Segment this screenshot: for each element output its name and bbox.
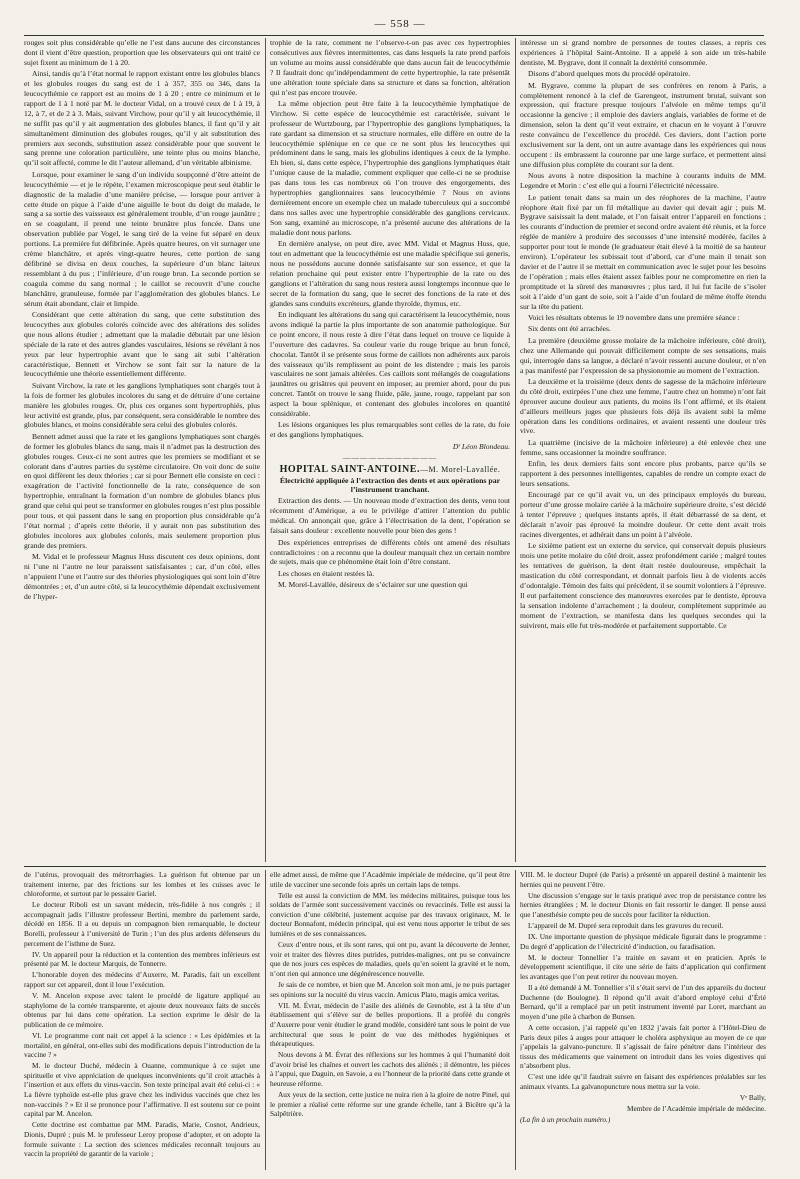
paragraph: En indiquant les altérations du sang qui caractérisent la leucocythémie, nous avons indiqué la partie la plus importante de son anatomie pathologique. Sur ce point encore, il nous reste à dire l’état dans lequel on trouve ce liquide à l’ouverture des cadavres. Sa couleur varie du rouge brique au brun foncé, chocolat. Tantôt il se présente sous forme de caillots non adhérents aux parois des vaisseaux qu’ils remplissent au point de les distendre ; mais les parois vasculaires ne sont jamais altérées. Ces caillots sont mélangés de coagulations jaunâtres ou grisâtres qui peuvent en imposer, au premier abord, pour du pus concret. Tantôt on trouve le sang fluide, pâle, jaune, rouge, rappelant par son aspect la boue splénique, et contenant des globules incolores en quantité considérable. [270,309,510,419]
page-number: — 558 — [374,18,426,30]
column-3 [520,38,766,862]
paragraph: La première (deuxième grosse molaire de la mâchoire inférieure, côté droit), chez une Allemande qui pouvait difficilement compte de ses sensations, mais qui, interrogée dans sa langue, a déclaré n’avoir ressenti aucune douleur, et n’en a pas manifesté par l’expression de sa physionomie au moment de l’extraction. [520,335,766,375]
paragraph: Ceux d’entre nous, et ils sont rares, qui ont pu, avant la découverte de Jenner, voir et traiter des fièvres dites putrides, putrides-malignes, ont pu se convaincre que de nos jours ces espèces de maladies, quels qu’en soient la gravité et le nom, n’ont rien qui annonce une dégénérescence nouvelle. [270,940,510,978]
bottom-column-2 [270,870,510,1170]
paragraph: Le patient tenait dans sa main un des réophores de la machine, l’autre réophore était fixé par un fil métallique au davier qui devait agir ; puis M. Bygrave saisissait la dent malade, et l’on faisait entrer l’appareil en fonctions ; les courants d’induction de premier et second ordre avaient été réunis, et la force réglée de manière à produire des secousses d’une intensité modérée, faciles à supporter pour tout le monde (le graduateur était élevé à la moitié de sa hauteur environ). L’opérateur les subissait tout d’abord, car d’une main il tenait son davier et de l’autre il se mettait en communication avec le sujet pour les besoins de l’opération ; mais elles étaient assez faibles pour ne compromettre en rien la promptitude et la sûreté des manœuvres ; plus tard, il lui fut facile de s’isoler soit à l’aide d’un gant de soie, soit à l’aide d’un foulard de même étoffe étendu sur la tête du patient. [520,192,766,311]
paragraph: La quatrième (incisive de la mâchoire inférieure) a été enlevée chez une femme, sans occasionner la moindre souffrance. [520,437,766,457]
hospital-title: HOPITAL SAINT-ANTOINE. [279,463,420,475]
paragraph: elle admet aussi, de même que l’Académie impériale de médecine, qu’il peut être utile de vacciner une seconde fois après un certain laps de temps. [270,870,510,889]
paragraph: Les lésions organiques les plus remarquables sont celles de la rate, du foie et des ganglions lymphatiques. [270,420,510,440]
paragraph: A cette occasion, j’ai rappelé qu’en 1832 j’avais fait porter à l’Hôtel-Dieu de Paris deux piles à auges pour attaquer le choléra asphyxique au moyen de ce que j’appelais la galvano-puncture. Il s’agissait de faire pénétrer dans l’intérieur des tissus des médicaments que vainement on introduit dans les voies digestives qui n’absorbent plus. [520,1022,766,1071]
paragraph: Considérant que cette altération du sang, que cette substitution des leucocythes aux globules colorés coïncide avec des altérations des solides que nous allons étudier ; admettant que la maladie débutait par une lésion spéciale de la rate et des autres glandes vasculaires, lésions se révélant à nos yeux par leur hypertrophie avant que le sang ait subi l’altération caractéristique, Bennett et Virchow se sont fait sur la nature de la leucocythémie une théorie essentiellement différente. [24,309,260,379]
column-1 [24,38,260,862]
article-heading: Électricité appliquée à l’extraction des dents et aux opérations par l’instrument tranchant. [279,475,501,495]
top-rule [24,35,764,36]
paragraph: En dernière analyse, on peut dire, avec MM. Vidal et Magnus Huss, que, tout en admettant que la leucocythémie est une maladie spécifique sui generis, nous ne possédons aucune donnée satisfaisante sur son essence, et que la relation prochaine qui peut exister entre l’hypertrophie de la rate ou des ganglions et l’altération du sang nous restera aussi longtemps inconnue que le secret de la formation du sang, que le secret des fonctions de la rate et des glandes sans conduits excréteurs, glande thyroïde, thymus, etc. [270,239,510,308]
paragraph: Nous devons à M. Évrat des réflexions sur les hommes à qui l’humanité doit d’avoir brisé les chaînes et ouvert les cachots des aliénés ; il démontre, les pièces à l’appui, que Daguin, en Savoie, a eu l’honneur de la priorité dans cette grande et heureuse réforme. [270,1050,510,1088]
paragraph: M. Bygrave, comme la plupart de ses confrères en renom à Paris, a complètement renoncé à la clef de Garengeot, instrument brutal, suivant son expression, qui fracture presque toujours l’alvéole en même temps qu’il occasionne la gencive ; il emploie des daviers anglais, variables de forme et de dimension, selon la dent qu’il veut extraire, et chacun en le voyant à l’œuvre reste convaincu de l’excellence du procédé. Ces daviers, dont l’action porte exclusivement sur la dent, ont un autre avantage dans les expériences qui nous occupent : ils embrassent la couronne par une large surface, et permettent ainsi une diffusion plus complète du courant sur la dent. [520,80,766,169]
paragraph: Les choses en étaient restées là. [278,568,375,578]
bottom-column-3 [520,870,766,1170]
paragraph: Nous avons à notre disposition la machine à courants induits de MM. Legendre et Morin : c’est elle qui a fourni l’électricité nécessaire. [520,171,766,191]
paragraph: La même objection peut être faite à la leucocythémie lymphatique de Virchow. Si cette espèce de leucocythémie est caractérisée, suivant le professeur de Wurtzbourg, par l’hypertrophie des ganglions lymphatiques, la rate gardant sa dimension et sa structure normales, elle diffère en outre de la leucocythémie splénique en ce que ce ne sont plus les leucocythes qui prédominent dans le sang, mais les globulins identiques à ceux de la lymphe. Eh bien, si, dans cette espèce, l’hypertrophie des ganglions lymphatiques était l’unique cause de la maladie, comment expliquer que celle-ci ne se produise pas dans tous les cas nombreux où l’on trouve des engorgements, des hypertrophies ganglionnaires sans leucocythémie ? Nous en avions dernièrement encore un exemple chez un malade tuberculeux qui a succombé dans nos salles avec une hypertrophie considérable des ganglions cervicaux. Son sang, examiné au microscope, n’a présenté aucune des altérations de la maladie dont nous parlons. [270,98,510,237]
paragraph: Le docteur Riboli est un savant médecin, très-fidèle à nos congrès ; il accompagnait jadis l’illustre professeur Bertini, membre du parlement sarde, décédé en 1856. Il a eu depuis un compagnon bien remarquable, le docteur Borelli, professeur à l’université de Turin ; l’un des plus ardents défenseurs du percement de l’isthme de Suez. [24,900,260,948]
paragraph: Cette doctrine est combattue par MM. Paradis, Marie, Cosnot, Andrieux, Dionis, Dupré ; puis M. le professeur Leroy propose d’adopter, et on adopte la formule suivante : La section des sciences médicales reconnaît toujours au vaccin la propriété de garantir de la variole ; [24,1120,260,1159]
paragraph: trophie de la rate, comment ne l’observe-t-on pas avec ces hypertrophies consécutives aux fièvres intermittentes, cas dans lesquels la rate prend parfois un volume au moins aussi considérable que dans aucun fait de leucocythémie ? Il faudrait donc qu’indépendamment de cette hypertrophie, la rate présentât une altération toute spéciale dans sa structure et dans sa fonction, altération qui n’est pas encore trouvée. [270,38,510,97]
paragraph: Suivant Virchow, la rate et les ganglions lymphatiques sont chargés tout à la fois de former les globules incolores du sang et de détruire d’une certaine manière les globules rouges. Or, plus ces organes sont hypertrophiés, plus leur activité est grande, plus, par conséquent, sera considérable le nombre des globules blancs, et moins considérable sera celui des globules colorés. [24,380,260,430]
article-signature: Dʳ Léon Blondeau. [452,441,510,451]
column-2 [270,38,510,862]
continued-note: (La fin à un prochain numéro.) [520,1115,611,1125]
paragraph: Une discussion s’engage sur le taxis pratiqué avec trop de persistance contre les hernies étranglées ; M. le docteur Dionis en fait ressortir le danger. Il pense aussi que l’anesthésie compte peu de succès pour faciliter la réduction. [520,890,766,919]
paragraph: M. le docteur Tonnellier l’a traitée en savant et en praticien. Après le développement scientifique, il cite une série de faits d’application qui confirment les avantages que l’on peut retirer du nouveau moyen. [520,952,766,981]
author-title: Membre de l’Académie impériale de médecine. [627,1104,766,1114]
paragraph: Des expériences entreprises de différents côtés ont amené des résultats contradictoires : on a reconnu que la douleur manquait chez un certain nombre de sujets, mais que ce phénomène était loin d’être constant. [270,537,510,567]
column-divider [515,870,516,1170]
paragraph: Telle est aussi la conviction de MM. les médecins militaires, puisque tous les soldats de l’armée sont successivement vaccinés ou revaccinés. Telle est aussi la conviction d’une célébrité, justement acquise par des travaux originaux, M. le docteur Bonnafont, médecin principal, qui est venu nous apporter le tribut de ses lumières et de ses connaissances. [270,890,510,939]
paragraph: Voici les résultats obtenus le 19 novembre dans une première séance : [528,312,740,322]
paragraph: Il a été demandé à M. Tonnellier s’il s’était servi de l’un des appareils du docteur Duchenne (de Boulogne). Il répond qu’il avait d’abord employé celui d’Érié Bernard, qu’il a remplacé par un petit instrument inventé par Loret, marchant au moyen d’une pile à charbon de Bunsen. [520,983,766,1021]
column-divider [265,38,266,862]
section-title [270,465,510,475]
paragraph: Lorsque, pour examiner le sang d’un individu soupçonné d’être atteint de leucocythémie — et je le répète, l’examen microscopique peut seul établir le diagnostic de la maladie d’une manière précise, — lorsque pour arriver à cette étude on pique à l’aide d’une aiguille le bout du doigt du malade, le sang a sa sortie des vaisseaux est généralement trouble, d’un rouge jaunâtre ; en se coagulant, il prend une teinte brunâtre plus foncée. Dans une observation publiée par Vogel, le sang tiré de la veine fut séparé en deux portions. La première fut défibrinée. Après quatre heures, on vit surnager une crème blanchâtre, et après vingt-quatre heures, cette portion de sang défibriné se divisa en deux couches, la supérieure d’un blanc laiteux ressemblant à du pus ; l’inférieure, d’un rouge brun. La seconde portion se coagula comme du sang normal ; le caillot se recouvrit d’une couche blanchâtre, granuleuse, formée par l’agglomération des globules blancs. Le sérum était abondant, clair et limpide. [24,169,260,308]
paragraph: IV. Un appareil pour la réduction et la contention des membres inférieurs est présenté par M. le docteur Marquis, de Tonnerre. [24,949,260,969]
paragraph: Extraction des dents. — Un nouveau mode d’extraction des dents, venu tout récemment d’Amérique, a eu le privilège d’attirer l’attention du public médical. On annonçait que, grâce à l’électrisation de la dent, l’opération se faisait sans douleur : excellente nouvelle pour bien des gens ! [270,496,510,536]
paragraph: Enfin, les deux derniers faits sont encore plus probants, parce qu’ils se rapportent à des personnes intelligentes, capables de rendre un compte exact de leurs sensations. [520,459,766,488]
paragraph: M. Vidal et le professeur Magnus Huss discutent ces deux opinions, dont ni l’une ni l’autre ne leur paraissent satisfaisantes ; car, d’un côté, elles n’appuient l’une et l’autre sur des théories physiologiques qui sont loin d’être démontrées ; et, d’un autre côté, si la leucocythémie dépendait exclusivement de l’hyper- [24,552,260,601]
paragraph: VIII. M. le docteur Dupré (de Paris) a présenté un appareil destiné à maintenir les hernies qui ne peuvent l’être. [520,870,766,889]
paragraph: M. Morel-Lavallée, désireux de s’éclairer sur une question qui [278,580,468,590]
paragraph: Aux yeux de la section, cette justice ne nuira rien à la gloire de notre Pinel, qui le premier a réalisé cette réforme sur une grande échelle, tant à Bicêtre qu’à la Salpêtrière. [270,1090,510,1119]
paragraph: V. M. Ancelon expose avec talent le procédé de ligature appliqué au staphylome de la cornée transparente, et ajoute deux nouveaux faits de succès obtenus par lui dans cette opération. La section exprime le désir de la publication de ce mémoire. [24,991,260,1029]
paragraph: M. le docteur Duché, médecin à Ouanne, communique à ce sujet une spirituelle et vive appréciation de quelques inconvénients qu’il croit attachés à l’insertion et aux effets du virus-vaccin. Son texte principal avait été celui-ci : « La fièvre typhoïde est-elle plus grave chez les individus vaccinés que chez les non-vaccinés ? » Et il se prononce pour l’affirmative. Il est soutenu sur ce point capital par M. Ancelon. [24,1061,260,1119]
paragraph: intéresse un si grand nombre de personnes de toutes classes, a repris ces expériences à l’hôpital Saint-Antoine. Il a appelé à son aide un très-habile dentiste, M. Bygrave, dont il connaît la dextérité consommée. [520,38,766,67]
paragraph: Bennett admet aussi que la rate et les ganglions lymphatiques sont chargés de former les globules blancs du sang, mais il n’admet pas la destruction des globules rouges. Ceux-ci ne sont autres que les premiers se modifiant et se colorant dans d’autres parties du système circulatoire. On voit donc de suite en quoi diffèrent les deux théories ; car si pour Bennett elle consiste en ceci : exagération de l’activité fonctionnelle de la rate, conséquence de son hypertrophie, entraînant la formation d’un nombre de globules blancs plus grand que celui qui peut se transformer en globules rouges n’est plus possible pour tous, et qui passent dans le sang en proportion plus considérable qu’à l’état normal ; d’après cette théorie, il y aurait non pas substitution des globules incolores aux globules colorés, mais seulement proportion plus grande des premiers. [24,431,260,550]
paragraph: La deuxième et la troisième (deux dents de sagesse de la mâchoire inférieure du côté droit, extirpées l’une chez une femme, l’autre chez un homme) n’ont fait éprouver aucune douleur aux patients, du moins ils l’ont affirmé, et ils étaient d’ailleurs meilleurs juges que plusieurs fois déjà ils avaient subi la même opération dans les conditions ordinaires, et avaient ressenti une douleur très vive. [520,376,766,436]
column-divider [265,870,266,1170]
paragraph: Je sais de ce nombre, et bien que M. Ancelon soit mon ami, je ne puis partager ses opinions sur la nocuité du virus vaccin. Amicus Plato, magis amica veritas. [270,980,510,999]
bottom-column-1 [24,870,260,1170]
hospital-subtitle: —M. Morel-Lavallée. [419,464,501,474]
paragraph: Le sixième patient est un externe du service, qui conservait depuis plusieurs mois une petite molaire du côté droit, assez profondément cariée ; malgré toutes les tentatives de guérison, la dent était restée douloureuse, empêchait la mastication du côté correspondant, et donnait parfois lieu à de violents accès d’odontalgie. Témoin des faits qui précèdent, il se soumit volontiers à l’épreuve. Il eut parfaitement conscience des manœuvres exercées par le dentiste, éprouva la sensation indolente d’arrachement ; la douleur, complètement supprimée au moment de l’extraction, se manifesta dans les quelques secondes qui la suivirent, mais elle fut très-modérée et parfaitement supportable. Ce [520,541,766,630]
paragraph: Six dents ont été arrachées. [528,324,611,334]
paragraph: Disons d’abord quelques mots du procédé opératoire. [528,69,691,79]
column-divider [515,38,516,862]
paragraph: C’est une idée qu’il faudrait suivre en faisant des expériences préalables sur les animaux vivants. La galvanopuncture nous mettra sur la voie. [520,1072,766,1091]
paragraph: VI. Le programme cont nait cet appel à la science : « Les épidémies et la mortalité, en général, ont-elles subi des modifications depuis l’introduction de la vaccine ? » [24,1031,260,1060]
paragraph: VII. M. Évrat, médecin de l’asile des aliénés de Grenoble, est à la tête d’un établissement qui s’élève sur de belles proportions. Il a proféé du congrès d’Auxerre pour venir étudier le grand modèle, considéré tant sous le point de vue architectural que sous le point de vue des méthodes hygiéniques et thérapeutiques. [270,1000,510,1049]
paragraph: L’honorable doyen des médecins d’Auxerre, M. Paradis, fait un excellent rapport sur cet appareil, dont il loue l’exécution. [24,970,260,990]
paragraph: IX. Une importante question de physique médicale figurait dans le programme : Du degré d’application de l’électricité d’induction, ou faradisation. [520,932,766,951]
author-signature: Vᵉ Bally, [739,1093,766,1103]
paragraph: Encouragé par ce qu’il avait vu, un des principaux employés du bureau, porteur d’une grosse molaire cariée à la mâchoire supérieure droite, s’est décidé à tenter l’épreuve ; quelques instants après, il était débarrassé de sa dent, et déclarait n’avoir pas éprouvé la moindre douleur. Or cette dent avait trois racines divergentes, et adhérait dans un point à l’alvéole. [520,490,766,539]
section-separator: ——————————— [342,453,438,463]
paragraph: L’appareil de M. Dupré sera reproduit dans les gravures du recueil. [528,920,724,930]
paragraph: de l’utérus, provoquait des métrorrhagies. La guérison fut obtenue par un traitement interne, par des frictions sur les lombes et les cuisses avec le chloroforme, et surtout par le pessaire Gariel. [24,870,260,899]
paragraph: Ainsi, tandis qu’à l’état normal le rapport existant entre les globules blancs et les globules rouges du sang est de 1 à 357, 355 ou 346, dans la leucocythémie ce rapport est au moins de 1 à 20 ; entre ce minimum et le rapport de 1 à 1 noté par M. le docteur Vidal, on a trouvé ceux de 1 à 19, à 12, à 7, et de 2 à 3. Mais, suivant Virchow, pour qu’il y ait leucocythémie, il ne suffit pas qu’il y ait augmentation des globules blancs, il faut qu’il y ait simultanément diminution des globules rouges, qu’il y ait substitution des premiers aux seconds, substitution assez considérable pour que souvent le sang prenne une coloration particulière, une teinte plus ou moins blanche, qu’il soit affecté, comme le dit l’auteur allemand, d’un véritable albinisme. [24,69,260,168]
feuilleton-rule [24,866,766,867]
paragraph: rouges soit plus considérable qu’elle ne l’est dans aucune des circonstances dont il vient d’être question, proportion que les observateurs qui ont traité ce sujet fixent au minimum de 1 à 20. [24,38,260,67]
